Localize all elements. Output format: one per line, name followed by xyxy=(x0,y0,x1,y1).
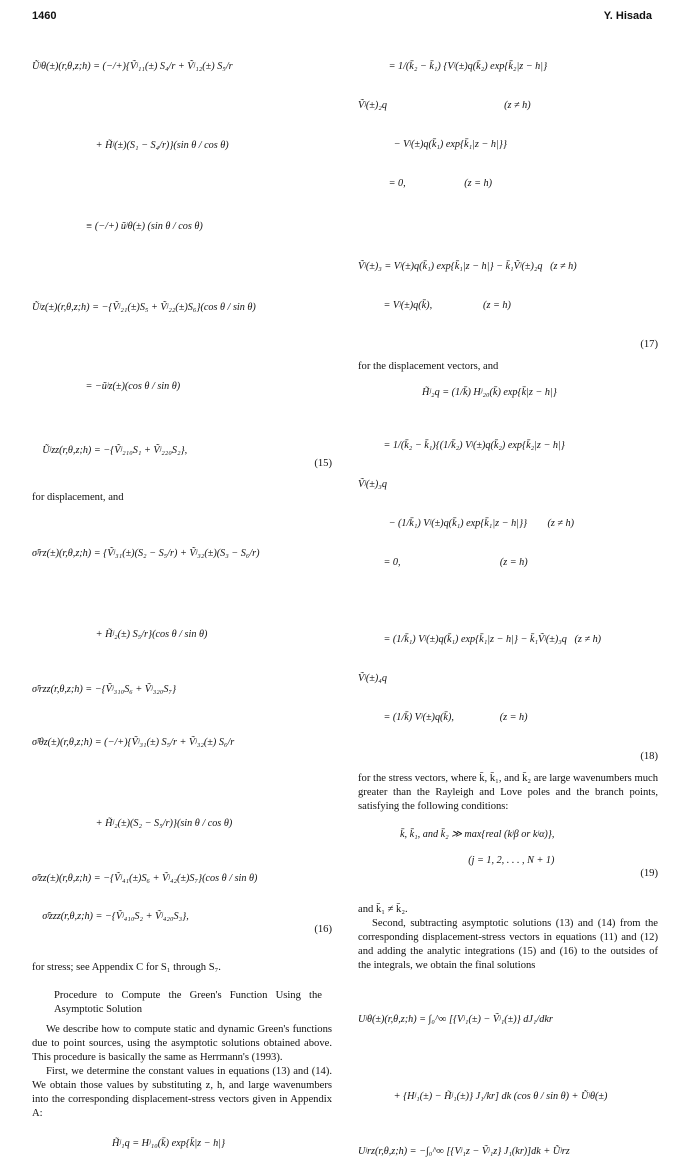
equation-15 xyxy=(32,431,332,483)
equation-19-condition: k̄, k̄₁, and k̄₂ ≫ max{real (kʲβ or kʲα)}, xyxy=(400,829,555,840)
equation-line: σ̃ʲzzz(r,θ,z;h) = −{Ṽʲ₄₁₀S₂ + Ṽʲ₄₂₀S₃}, xyxy=(42,911,189,922)
equation-19 xyxy=(358,841,658,893)
equation-final-u-rz: Uʲrz(r,θ,z;h) = −∫₀^∞ [{Vʲ₁z − Ṽʲ₁z} J₁(kr)]dk + Ũʲrz xyxy=(358,1146,570,1157)
equation-line: − Vʲ(±)q(k̄₁) exp{k̄₁|z − h|}} xyxy=(358,139,507,150)
equation-number: (18) xyxy=(640,751,658,762)
equation-line: + {Hʲ₁(±) − H̃ʲ₁(±)} J₁/kr] dk (cos θ / sin θ) + Ũʲθ(±) xyxy=(358,1091,608,1102)
equation-line: = 1/(k̄₂ − k̄₁) {Vʲ(±)q(k̄₂) exp{k̄₂|z − h|} xyxy=(358,61,548,72)
equation-h2q: H̃ʲ₂q = (1/k̄) Hʲ₂₀(k̄) exp{k̄|z − h|} xyxy=(422,387,557,398)
equation-line: (j = 1, 2, . . . , N + 1) xyxy=(468,855,555,866)
text-for-stress: for stress; see Appendix C for S₁ through S₇. xyxy=(32,962,221,973)
equation-line: Ṽʲ(±)₂q (z ≠ h) xyxy=(358,100,531,111)
running-author: Y. Hisada xyxy=(603,10,652,22)
equation-line: + H̃ʲ₂(±)(S₂ − S₅/r)}(sin θ / cos θ) xyxy=(32,818,233,829)
page-number: 1460 xyxy=(32,10,57,22)
equation-line: + H̃ʲ(±)(S₁ − S₄/r)}(sin θ / cos θ) xyxy=(32,140,229,151)
equation-16 xyxy=(32,897,332,949)
equation-line: Ṽʲ(±)₃q xyxy=(358,479,387,490)
equation-17 xyxy=(358,234,658,338)
section-heading: Procedure to Compute the Green's Function Using the Asymptotic Solution xyxy=(54,990,322,1015)
equation-number: (17) xyxy=(640,339,658,350)
equation-line: = 0, (z = h) xyxy=(358,178,493,189)
equation-v2q xyxy=(358,34,658,216)
equation-line: Ũʲzz(r,θ,z;h) = −{Ṽʲ₂₁₀S₁ + Ṽʲ₂₂₀S₂}, xyxy=(42,445,188,456)
paragraph: for the stress vectors, where k̄, k̄₁, and k̄₂ are large wavenumbers much greater than the Rayleigh and Love poles and the branch points, satisfying the following conditions: xyxy=(358,773,658,812)
right-column xyxy=(358,34,658,1158)
paragraph: First, we determine the constant values in equations (13) and (14). We obtain those values by substituting z, h, and large wavenumbers into the corresponding displacement-stress vectors given in Appendix A: xyxy=(32,1066,332,1119)
equation-line: = Vʲ(±)q(k̄), (z = h) xyxy=(358,300,511,311)
equation-line: = −ũʲz(±)(cos θ / sin θ) xyxy=(32,381,181,392)
equation-number: (19) xyxy=(640,868,658,879)
equation-number: (15) xyxy=(314,458,332,469)
text-for-displacement: for displacement, and xyxy=(32,492,124,503)
equation-v4q xyxy=(358,607,658,750)
equation-line: σ̃ʲrz(±)(r,θ,z;h) = {Ṽʲ₃₁(±)(S₂ − S₅/r) + Ṽʲ₃₂(±)(S₃ − S₆/r) xyxy=(32,548,260,559)
left-column xyxy=(32,34,332,1150)
equation-sigma-zz: σ̃ʲzz(±)(r,θ,z;h) = −{Ṽʲ₄₁(±)S₆ + Ṽʲ₄₂(±)S₇}(cos θ / sin θ) xyxy=(32,873,258,884)
text-for-displacement-vectors: for the displacement vectors, and xyxy=(358,361,499,372)
equation-line: = (1/k̄) Vʲ(±)q(k̄), (z = h) xyxy=(358,712,528,723)
equation-line: ≡ (−/+) ũʲθ(±) (sin θ / cos θ) xyxy=(32,221,203,232)
equation-line: Uʲθ(±)(r,θ,z;h) = ∫₀^∞ [{Vʲ₁(±) − Ṽʲ₁(±)} dJ₁/dkr xyxy=(358,1014,553,1025)
equation-sigma-rz xyxy=(32,521,332,667)
equation-sigma-theta-z xyxy=(32,710,332,856)
paragraph: Second, subtracting asymptotic solutions (13) and (14) from the corresponding displacement-stress vectors in equations (11) and (12) and adding the analytic integrations (15) and (16) to the outsides of the integrals, we obtain the final solutions xyxy=(358,918,658,971)
equation-line: Ũʲθ(±)(r,θ,z;h) = (−/+){Ṽʲ₁₁(±) S₄/r + Ṽʲ₁₂(±) S₅/r xyxy=(32,61,233,72)
paragraph: We describe how to compute static and dynamic Green's functions due to point sources, using the asymptotic solutions obtained above. This procedure is basically the same as Herrmann's (1993). xyxy=(32,1024,332,1063)
equation-v3q xyxy=(358,413,658,595)
equation-sigma-rzz: σ̃ʲrzz(r,θ,z;h) = −{Ṽʲ₃₁₀S₆ + Ṽʲ₃₂₀S₇} xyxy=(32,684,177,695)
equation-u-z xyxy=(32,275,332,419)
equation-number: (16) xyxy=(314,924,332,935)
equation-line: = (1/k̄₁) Vʲ(±)q(k̄₁) exp{k̄₁|z − h|} − k̄₁Ṽʲ(±)₃q (z ≠ h) xyxy=(358,634,602,645)
equation-line: Ṽʲ(±)₃ = Vʲ(±)q(k̄₁) exp{k̄₁|z − h|} − k̄₁Ṽʲ(±)₂q (z ≠ h) xyxy=(358,261,577,272)
equation-line: Ṽʲ(±)₄q xyxy=(358,673,387,684)
equation-line: = 1/(k̄₂ − k̄₁){(1/k̄₂) Vʲ(±)q(k̄₂) exp{k̄₂|z − h|} xyxy=(358,440,565,451)
equation-line: + H̃ʲ₂(±) S₅/r}(cos θ / sin θ) xyxy=(32,629,208,640)
text-and-k: and k̄₁ ≠ k̄₂. xyxy=(358,904,408,915)
equation-u-theta xyxy=(32,34,332,259)
equation-line: − (1/k̄₁) Vʲ(±)q(k̄₁) exp{k̄₁|z − h|}} (z ≠ h) xyxy=(358,518,575,529)
equation-line: σ̃ʲθz(±)(r,θ,z;h) = (−/+){Ṽʲ₃₁(±) S₅/r + Ṽʲ₃₂(±) S₆/r xyxy=(32,737,235,748)
equation-line: = 0, (z = h) xyxy=(358,557,528,568)
equation-h1q: H̃ʲ₁q = Hʲ₁₀(k̄) exp{k̄|z − h|} xyxy=(112,1138,226,1149)
equation-line: Ũʲz(±)(r,θ,z;h) = −{Ṽʲ₂₁(±)S₅ + Ṽʲ₂₂(±)S₆}(cos θ / sin θ) xyxy=(32,302,256,313)
equation-final-u-theta xyxy=(358,987,658,1129)
